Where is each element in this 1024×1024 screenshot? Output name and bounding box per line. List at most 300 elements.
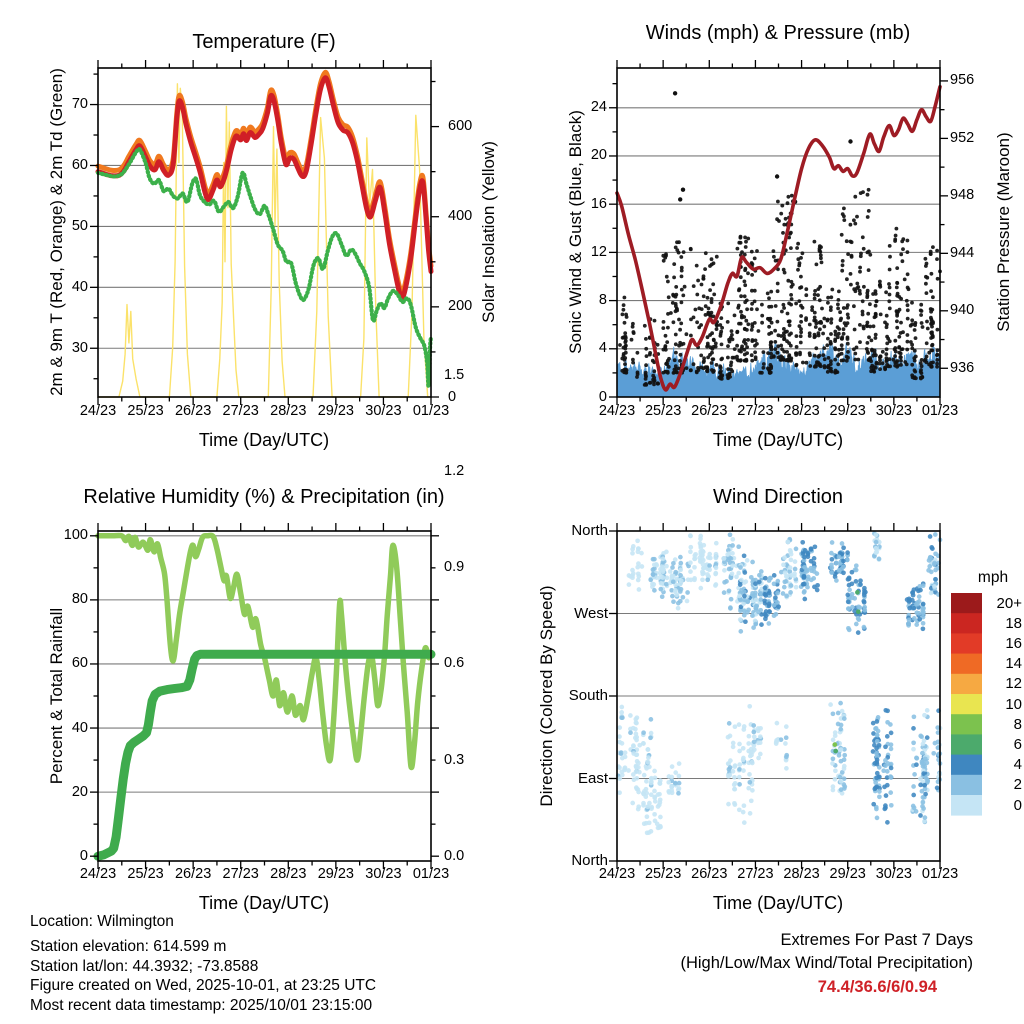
gust-dot [795, 334, 799, 338]
wind-direction-dot [637, 770, 642, 775]
gust-dot [897, 351, 901, 355]
y-tick-label: 24 [590, 99, 607, 116]
gust-dot [729, 363, 733, 367]
wind-direction-dot [657, 792, 662, 797]
wind-direction-dot [670, 565, 675, 570]
x-tick-label: 26/23 [691, 866, 728, 882]
wind-direction-dot [623, 750, 628, 755]
gust-dot [930, 344, 934, 348]
gust-dot [826, 301, 830, 305]
gust-dot [813, 289, 817, 293]
gust-dot [888, 268, 892, 272]
gust-dot [866, 193, 870, 197]
gust-dot [842, 306, 846, 310]
gust-dot [808, 353, 812, 357]
gust-dot [681, 294, 685, 298]
wind-direction-dot [831, 711, 836, 716]
gust-dot [636, 351, 640, 355]
gust-dot [782, 350, 786, 354]
wind-direction-dot [873, 726, 878, 731]
wind-direction-dot [921, 742, 926, 747]
gust-dot [769, 290, 773, 294]
gust-outlier-dot [673, 91, 677, 95]
wind-direction-dot [642, 773, 647, 778]
gust-dot [830, 317, 834, 321]
wind-direction-dot [626, 768, 631, 773]
gust-dot [766, 351, 770, 355]
gust-dot [837, 290, 841, 294]
gust-dot [622, 303, 626, 307]
gust-dot [818, 354, 822, 358]
gust-dot [799, 341, 803, 345]
wind-direction-dot [862, 625, 867, 630]
gust-dot [867, 188, 871, 192]
x-tick-label: 28/23 [783, 403, 820, 419]
wind-direction-dot [842, 753, 847, 758]
gust-dot [838, 310, 842, 314]
gust-dot [706, 296, 710, 300]
gust-dot [719, 371, 723, 375]
wind-direction-dot [747, 780, 752, 785]
gust-dot [861, 235, 865, 239]
gust-dot [782, 223, 786, 227]
gust-dot [829, 362, 833, 366]
gust-dot [671, 293, 675, 297]
gust-dot [739, 236, 743, 240]
gust-dot [750, 359, 754, 363]
gust-dot [878, 283, 882, 287]
gust-dot [919, 303, 923, 307]
gust-dot [618, 343, 622, 347]
wind-direction-dot [802, 575, 807, 580]
colorbar-swatch [951, 694, 982, 715]
gust-dot [672, 276, 676, 280]
wind-direction-dot [922, 713, 927, 718]
x-tick-label: 30/23 [365, 866, 402, 882]
wind-direction-dot [838, 701, 843, 706]
gust-dot [772, 255, 776, 259]
gust-dot [769, 340, 773, 344]
wind-direction-dot [874, 807, 879, 812]
wind-direction-dot [688, 560, 693, 565]
wind-direction-dot [889, 766, 894, 771]
gust-dot [710, 351, 714, 355]
gust-dot [695, 264, 699, 268]
wind-direction-dot [918, 588, 923, 593]
wind-direction-dot [670, 594, 675, 599]
gust-dot [866, 321, 870, 325]
y-tick-label: 16 [590, 195, 607, 212]
wind-direction-dot [762, 598, 767, 603]
gust-dot [653, 319, 657, 323]
colorbar-value: 14 [1005, 655, 1022, 673]
wind-direction-dot [722, 556, 727, 561]
y-tick-label: 940 [950, 302, 975, 319]
wind-direction-dot [847, 588, 852, 593]
wind-direction-dot [772, 613, 777, 618]
gust-dot [905, 348, 909, 352]
gust-dot [789, 246, 793, 250]
x-tick-label: 27/23 [222, 866, 259, 882]
gust-dot [878, 367, 882, 371]
x-tick-label: 25/23 [127, 403, 164, 419]
wind-direction-dot [742, 820, 747, 825]
gust-dot [858, 289, 862, 293]
gust-dot [674, 333, 678, 337]
wind-direction-dot [782, 555, 787, 560]
gust-dot [622, 308, 626, 312]
gust-dot [706, 335, 710, 339]
gust-dot [744, 240, 748, 244]
wind-direction-dot [645, 830, 650, 835]
gust-dot [789, 231, 793, 235]
wind-direction-dot [845, 550, 850, 555]
humidity-xlabel: Time (Day/UTC) [198, 893, 330, 913]
y-tick-label: 0 [79, 847, 88, 864]
wind-direction-dot [737, 782, 742, 787]
wind-direction-xlabel: Time (Day/UTC) [712, 893, 844, 913]
gust-dot [726, 376, 730, 380]
gust-dot [925, 341, 929, 345]
wind-direction-dot [759, 622, 764, 627]
colorbar-value: 16 [1005, 634, 1022, 652]
wind-direction-dot [850, 595, 855, 600]
gust-dot [782, 268, 786, 272]
y-tick-label: 600 [448, 118, 473, 135]
gust-dot [772, 355, 776, 359]
x-tick-label: 24/23 [598, 866, 636, 882]
wind-direction-dot [705, 577, 710, 582]
gust-dot [699, 366, 703, 370]
gust-dot [776, 200, 780, 204]
wind-direction-dot [921, 771, 926, 776]
gust-dot [675, 240, 679, 244]
wind-direction-dot [749, 798, 754, 803]
wind-direction-dot [728, 758, 733, 763]
wind-direction-dot [831, 756, 836, 761]
wind-direction-dot [921, 800, 926, 805]
gust-dot [726, 320, 730, 324]
wind-direction-dot [815, 571, 820, 576]
wind-direction-dot [782, 585, 787, 590]
y-tick-label: 50 [71, 217, 88, 234]
wind-direction-dot [856, 630, 861, 635]
gust-dot [866, 341, 870, 345]
gust-dot [925, 361, 929, 365]
wind-direction-dot [637, 587, 642, 592]
wind-direction-dot [631, 751, 636, 756]
gust-dot [822, 317, 826, 321]
gust-dot [794, 351, 798, 355]
gust-dot [897, 346, 901, 350]
colorbar-value: 12 [1005, 675, 1022, 693]
gust-dot [674, 285, 678, 289]
gust-dot [799, 314, 803, 318]
gust-dot [766, 292, 770, 296]
gust-dot [737, 289, 741, 293]
gust-dot [822, 325, 826, 329]
gust-dot [815, 263, 819, 267]
gust-dot [818, 321, 822, 325]
gust-dot [888, 365, 892, 369]
gust-dot [700, 307, 704, 311]
wind-direction-dot [912, 772, 917, 777]
gust-dot [895, 286, 899, 290]
gust-dot [895, 319, 899, 323]
gust-dot [846, 336, 850, 340]
wind-direction-dot [928, 534, 933, 539]
gust-dot [881, 350, 885, 354]
gust-dot [645, 354, 649, 358]
wind-direction-dot [747, 734, 752, 739]
wind-direction-dot [737, 767, 742, 772]
wind-direction-dot [918, 783, 923, 788]
gust-dot [675, 309, 679, 313]
gust-dot [881, 361, 885, 365]
gust-dot [814, 346, 818, 350]
gust-dot [810, 305, 814, 309]
gust-dot [821, 332, 825, 336]
gust-dot [636, 371, 640, 375]
wind-direction-dot [850, 570, 855, 575]
gust-dot [930, 325, 934, 329]
wind-direction-dot [838, 775, 843, 780]
gust-dot [623, 321, 627, 325]
gust-dot [813, 240, 817, 244]
y-tick-label: 70 [71, 96, 88, 113]
wind-direction-dot [758, 752, 763, 757]
wind-direction-dot [630, 801, 635, 806]
gust-dot [710, 331, 714, 335]
wind-direction-dot [831, 738, 836, 743]
wind-direction-dot [631, 744, 636, 749]
gust-dot [717, 376, 721, 380]
wind-direction-dot [641, 730, 646, 735]
y-tick-label: 20 [71, 783, 88, 800]
wind-direction-dot [745, 610, 750, 615]
gust-dot [825, 343, 829, 347]
gust-dot [672, 262, 676, 266]
wind-direction-dot [756, 756, 761, 761]
colorbar-swatch [951, 795, 982, 816]
gust-dot [914, 336, 918, 340]
gust-dot [704, 313, 708, 317]
colorbar-swatch [951, 734, 982, 755]
footer-timestamp: Most recent data timestamp: 2025/10/01 23:15:00 [30, 996, 373, 1014]
wind-direction-dot [907, 598, 912, 603]
wind-direction-dot [707, 563, 712, 568]
wind-direction-dot [627, 573, 632, 578]
wind-direction-dot [752, 734, 757, 739]
wind-direction-dot [831, 788, 836, 793]
x-tick-label: 24/23 [79, 866, 117, 882]
gust-dot [760, 314, 764, 318]
gust-dot [766, 366, 770, 370]
gust-dot [745, 351, 749, 355]
wind-direction-dot [883, 758, 888, 763]
gust-dot [706, 356, 710, 360]
gust-dot [905, 299, 909, 303]
gust-outlier-dot [681, 188, 685, 192]
wind-direction-dot [793, 567, 798, 572]
gust-dot [823, 357, 827, 361]
wind-direction-dot [815, 583, 820, 588]
gust-dot [870, 339, 874, 343]
wind-direction-dot [679, 578, 684, 583]
gust-dot [674, 351, 678, 355]
gust-dot [776, 351, 780, 355]
wind-direction-dot [885, 820, 890, 825]
gust-dot [786, 312, 790, 316]
gust-dot [751, 325, 755, 329]
gust-dot [745, 307, 749, 311]
gust-dot [816, 287, 820, 291]
wind-direction-dot [841, 545, 846, 550]
y-tick-label: 0 [598, 388, 607, 405]
wind-direction-dot [802, 582, 807, 587]
x-tick-label: 30/23 [875, 866, 912, 882]
gust-dot [787, 341, 791, 345]
gust-dot [833, 339, 837, 343]
wind-direction-dot [738, 617, 743, 622]
gust-dot [914, 376, 918, 380]
gust-dot [770, 305, 774, 309]
wind-direction-dot [738, 582, 743, 587]
gust-dot [845, 277, 849, 281]
gust-dot [794, 302, 798, 306]
wind-direction-dot [732, 764, 737, 769]
gust-dot [798, 324, 802, 328]
wind-direction-dot [730, 571, 735, 576]
wind-direction-dot [668, 569, 673, 574]
wind-direction-dot [758, 740, 763, 745]
wind-direction-dot [784, 766, 789, 771]
colorbar-swatch [951, 674, 982, 695]
gust-dot [813, 311, 817, 315]
gust-dot [710, 361, 714, 365]
wind-direction-dot [912, 606, 917, 611]
x-tick-label: 27/23 [737, 866, 774, 882]
gust-dot [853, 358, 857, 362]
wind-direction-dot [692, 577, 697, 582]
wind-direction-dot [775, 721, 780, 726]
y-tick-label: 0 [448, 388, 457, 405]
footer-elevation: Station elevation: 614.599 m [30, 938, 227, 955]
colorbar-value: 6 [1013, 735, 1022, 753]
wind-direction-dot [767, 609, 772, 614]
gust-dot [726, 367, 730, 371]
gust-dot [689, 369, 693, 373]
wind-direction-dot [730, 563, 735, 568]
gust-dot [919, 376, 923, 380]
wind-direction-dot [652, 812, 657, 817]
wind-direction-dot [933, 532, 938, 537]
gust-dot [842, 327, 846, 331]
wind-direction-dot [738, 629, 743, 634]
gust-dot [666, 359, 670, 363]
gust-dot [813, 334, 817, 338]
wind-direction-dot [727, 588, 732, 593]
gust-dot [875, 299, 879, 303]
gust-dot [682, 342, 686, 346]
y-tick-label: 20 [590, 147, 607, 164]
gust-dot [862, 247, 866, 251]
gust-dot [679, 255, 683, 259]
wind-direction-dot [676, 791, 681, 796]
gust-dot [913, 349, 917, 353]
gust-dot [829, 321, 833, 325]
gust-dot [798, 353, 802, 357]
gust-dot [805, 361, 809, 365]
temperature-ylabel-left: 2m & 9m T (Red, Orange) & 2m Td (Green) [47, 68, 66, 396]
wind-direction-dot [863, 590, 868, 595]
gust-dot [737, 349, 741, 353]
gust-dot [781, 356, 785, 360]
gust-dot [841, 263, 845, 267]
wind-direction-dot [628, 730, 633, 735]
gust-dot [685, 366, 689, 370]
gust-dot [826, 319, 830, 323]
gust-dot [836, 307, 840, 311]
temperature-ylabel-right: Solar Insolation (Yellow) [479, 141, 498, 323]
wind-direction-dot [802, 565, 807, 570]
gust-dot [875, 361, 879, 365]
gust-dot [780, 204, 784, 208]
gust-dot [816, 293, 820, 297]
gust-dot [631, 361, 635, 365]
gust-dot [874, 304, 878, 308]
wind-direction-dot [789, 558, 794, 563]
wind-direction-dot [737, 775, 742, 780]
gust-dot [931, 361, 935, 365]
wind-direction-dot [872, 787, 877, 792]
gust-dot [862, 285, 866, 289]
gust-dot [718, 364, 722, 368]
gust-dot [914, 321, 918, 325]
gust-dot [661, 326, 665, 330]
gust-dot [874, 333, 878, 337]
wind-direction-dot [750, 760, 755, 765]
gust-dot [829, 332, 833, 336]
wind-direction-dot [713, 571, 718, 576]
wind-direction-dot [652, 789, 657, 794]
wind-direction-dot [839, 759, 844, 764]
gust-dot [624, 336, 628, 340]
wind-direction-dot [925, 708, 930, 713]
gust-dot [692, 316, 696, 320]
wind-direction-dot [809, 578, 814, 583]
wind-direction-dot [732, 775, 737, 780]
x-tick-label: 27/23 [222, 403, 259, 419]
gust-dot [919, 313, 923, 317]
wind-direction-dot [676, 606, 681, 611]
gust-dot [829, 305, 833, 309]
gust-dot [799, 334, 803, 338]
gust-dot [689, 334, 693, 338]
winds-ylabel-left: Sonic Wind & Gust (Blue, Black) [566, 110, 585, 354]
gust-dot [852, 218, 856, 222]
gust-dot [925, 262, 929, 266]
wind-direction-dot [652, 562, 657, 567]
wind-direction-dot [671, 561, 676, 566]
wind-direction-dot [742, 594, 747, 599]
gust-dot [750, 328, 754, 332]
x-tick-label: 01/23 [412, 403, 450, 419]
wind-direction-dot [730, 543, 735, 548]
gust-dot [830, 288, 834, 292]
wind-direction-dot [750, 788, 755, 793]
gust-dot [753, 321, 757, 325]
